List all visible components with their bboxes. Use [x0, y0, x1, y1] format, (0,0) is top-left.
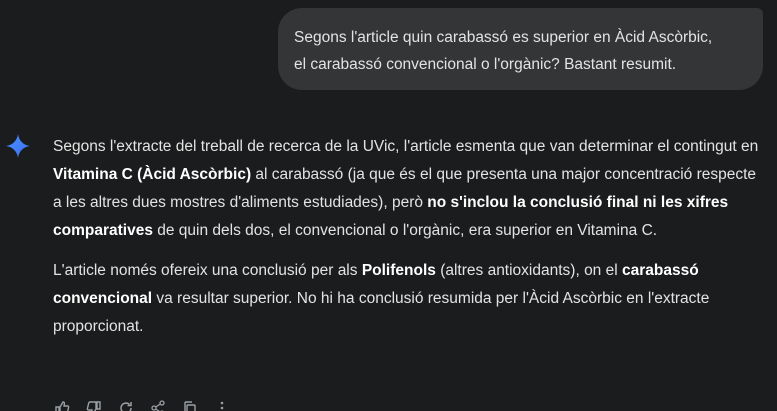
- response-bold-text: Polifenols: [361, 262, 436, 279]
- response-text: va resultar superior. No hi ha conclusió resumida per l'Àcid Ascòrbic en l'extracte proporcionat.: [53, 290, 710, 335]
- response-text: al carabassó (ja que és el que presenta una major concentració respecte a les altres dues mostres d'aliments estudiades), però: [53, 166, 757, 211]
- assistant-response: [53, 133, 768, 353]
- response-text: de quin dels dos, el convencional o l'orgànic, era superior en Vitamina C.: [152, 222, 658, 239]
- thumbs-down-icon[interactable]: [85, 399, 103, 411]
- response-actions-bar: [53, 396, 231, 411]
- response-bold-text: carabassó convencional: [53, 262, 699, 307]
- response-bold-text: Vitamina C (Àcid Ascòrbic): [53, 166, 252, 183]
- thumbs-up-icon[interactable]: [53, 399, 71, 411]
- gemini-sparkle-icon: [6, 134, 30, 158]
- response-text: L'article només ofereix una conclusió per als: [53, 262, 362, 279]
- regenerate-icon[interactable]: [117, 399, 135, 411]
- more-options-icon[interactable]: [213, 399, 231, 411]
- share-icon[interactable]: [149, 399, 167, 411]
- user-message-bubble: [278, 8, 763, 90]
- response-paragraph-1: [53, 133, 768, 245]
- response-text: Segons l'extracte del treball de recerca de la UVic, l'article esmenta que van determinar el contingut en: [53, 138, 759, 155]
- user-message-line-2: el carabassó convencional o l'orgànic? Bastant resumit.: [294, 56, 677, 73]
- response-text: (altres antioxidants), on el: [435, 262, 622, 279]
- response-paragraph-2: [53, 257, 768, 341]
- copy-icon[interactable]: [181, 399, 199, 411]
- response-bold-text: no s'inclou la conclusió final ni les xifres comparatives: [53, 194, 729, 239]
- user-message-line-1: Segons l'article quin carabassó es superior en Àcid Ascòrbic,: [294, 29, 713, 46]
